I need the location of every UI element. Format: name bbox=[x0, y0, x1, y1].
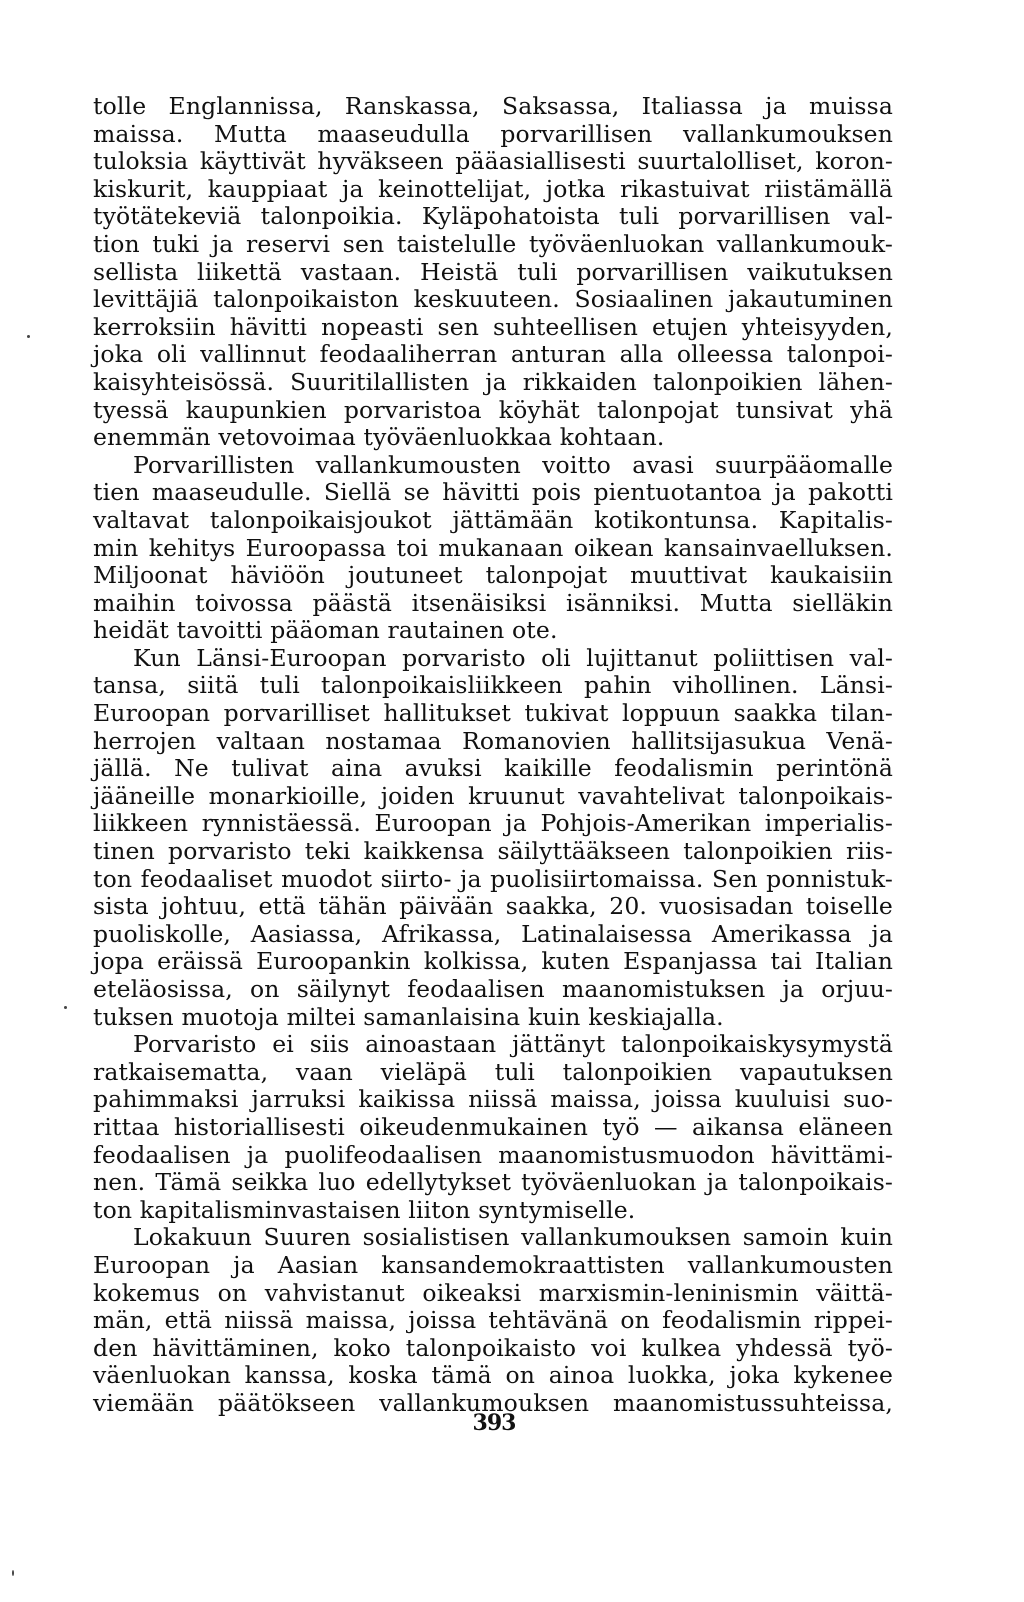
text-line: maihin toivossa päästä itsenäisiksi isänniksi. Mutta sielläkin bbox=[93, 588, 893, 617]
text-line: sista johtuu, että tähän päivään saakka, 20. vuosisadan toiselle bbox=[93, 892, 893, 921]
page-number: 393 bbox=[472, 1410, 516, 1436]
text-line: liikkeen rynnistäessä. Euroopan ja Pohjois-Amerikan imperialis- bbox=[93, 809, 893, 838]
text-line: kaisyhteisössä. Suuritilallisten ja rikkaiden talonpoikien lähen- bbox=[93, 367, 893, 396]
text-line: enemmän vetovoimaa työväenluokkaa kohtaan. bbox=[93, 423, 665, 452]
text-line: tion tuki ja reservi sen taistelulle työväenluokan vallankumouk- bbox=[93, 229, 893, 258]
body-text bbox=[93, 93, 893, 1418]
text-line: Miljoonat häviöön joutuneet talonpojat muuttivat kaukaisiin bbox=[93, 561, 893, 590]
scan-speck bbox=[27, 335, 30, 338]
text-line: tolle Englannissa, Ranskassa, Saksassa, Italiassa ja muissa bbox=[93, 92, 893, 120]
text-line: sellista liikettä vastaan. Heistä tuli porvarillisen vaikutuksen bbox=[93, 257, 893, 286]
text-line: jääneille monarkioille, joiden kruunut vavahtelivat talonpoikais- bbox=[93, 781, 893, 810]
text-line: rittaa historiallisesti oikeudenmukainen työ — aikansa eläneen bbox=[93, 1112, 893, 1141]
text-line: Lokakuun Suuren sosialistisen vallankumouksen samoin kuin bbox=[133, 1223, 893, 1252]
text-line: tien maaseudulle. Siellä se hävitti pois pientuotantoa ja pakotti bbox=[93, 478, 893, 507]
text-line: puoliskolle, Aasiassa, Afrikassa, Latinalaisessa Amerikassa ja bbox=[93, 919, 893, 948]
text-line: Porvaristo ei siis ainoastaan jättänyt talonpoikaiskysymystä bbox=[133, 1030, 893, 1059]
scan-speck bbox=[64, 1006, 67, 1009]
text-line: min kehitys Euroopassa toi mukanaan oikean kansainvaelluksen. bbox=[93, 533, 893, 562]
text-line: väenluokan kanssa, koska tämä on ainoa luokka, joka kykenee bbox=[93, 1361, 893, 1390]
text-line: jopa eräissä Euroopankin kolkissa, kuten Espanjassa tai Italian bbox=[93, 947, 893, 976]
text-line: kerroksiin hävitti nopeasti sen suhteellisen etujen yhteisyyden, bbox=[93, 312, 893, 341]
paragraph bbox=[93, 452, 893, 645]
text-line: kiskurit, kauppiaat ja keinottelijat, jotka rikastuivat riistämällä bbox=[93, 174, 893, 203]
text-line: Euroopan ja Aasian kansandemokraattisten vallankumousten bbox=[93, 1250, 893, 1279]
text-line: den hävittäminen, koko talonpoikaisto voi kulkea yhdessä työ- bbox=[93, 1333, 893, 1362]
text-line: ton kapitalisminvastaisen liiton syntymiselle. bbox=[93, 1195, 636, 1224]
text-line: tuksen muotoja miltei samanlaisina kuin keskiajalla. bbox=[93, 1002, 724, 1031]
text-line: eteläosissa, on säilynyt feodaalisen maanomistuksen ja orjuu- bbox=[93, 975, 893, 1003]
text-line: tinen porvaristo teki kaikkensa säilyttääkseen talonpoikien riis- bbox=[93, 837, 893, 866]
text-line: feodaalisen ja puolifeodaalisen maanomistusmuodon hävittämi- bbox=[93, 1140, 893, 1169]
paragraph bbox=[93, 1031, 893, 1224]
text-line: maissa. Mutta maaseudulla porvarillisen vallankumouksen bbox=[93, 119, 893, 148]
paragraph bbox=[93, 645, 893, 1031]
text-line: jällä. Ne tulivat aina avuksi kaikille feodalismin perintönä bbox=[93, 754, 893, 783]
paragraph bbox=[93, 93, 893, 452]
text-line: työtätekeviä talonpoikia. Kyläpohatoista tuli porvarillisen val- bbox=[93, 202, 893, 231]
text-line: nen. Tämä seikka luo edellytykset työväenluokan ja talonpoikais- bbox=[93, 1168, 893, 1197]
text-line: Euroopan porvarilliset hallitukset tukivat loppuun saakka tilan- bbox=[93, 699, 893, 728]
text-line: Kun Länsi-Euroopan porvaristo oli lujittanut poliittisen val- bbox=[133, 643, 893, 672]
text-line: herrojen valtaan nostamaa Romanovien hallitsijasukua Venä- bbox=[93, 726, 893, 755]
text-line: ton feodaaliset muodot siirto- ja puolisiirtomaissa. Sen ponnistuk- bbox=[93, 864, 893, 893]
text-line: män, että niissä maissa, joissa tehtävänä on feodalismin rippei- bbox=[93, 1306, 893, 1335]
scan-speck bbox=[12, 1570, 14, 1576]
text-line: levittäjiä talonpoikaiston keskuuteen. Sosiaalinen jakautuminen bbox=[93, 285, 893, 314]
text-line: tuloksia käyttivät hyväkseen pääasiallisesti suurtalolliset, koron- bbox=[93, 147, 893, 176]
text-line: kokemus on vahvistanut oikeaksi marxismin-leninismin väittä- bbox=[93, 1278, 893, 1307]
text-line: pahimmaksi jarruksi kaikissa niissä maissa, joissa kuuluisi suo- bbox=[93, 1085, 893, 1114]
paragraph bbox=[93, 1224, 893, 1417]
text-line: tansa, siitä tuli talonpoikaisliikkeen pahin vihollinen. Länsi- bbox=[93, 671, 893, 700]
text-line: heidät tavoitti pääoman rautainen ote. bbox=[93, 616, 558, 645]
text-line: ratkaisematta, vaan vieläpä tuli talonpoikien vapautuksen bbox=[93, 1057, 893, 1086]
text-line: joka oli vallinnut feodaaliherran anturan alla olleessa talonpoi- bbox=[93, 340, 893, 369]
text-line: tyessä kaupunkien porvaristoa köyhät talonpojat tunsivat yhä bbox=[93, 395, 893, 424]
text-line: valtavat talonpoikaisjoukot jättämään kotikontunsa. Kapitalis- bbox=[93, 505, 893, 534]
text-line: viemään päätökseen vallankumouksen maanomistussuhteissa, bbox=[93, 1388, 893, 1417]
text-line: Porvarillisten vallankumousten voitto avasi suurpääomalle bbox=[133, 450, 893, 479]
